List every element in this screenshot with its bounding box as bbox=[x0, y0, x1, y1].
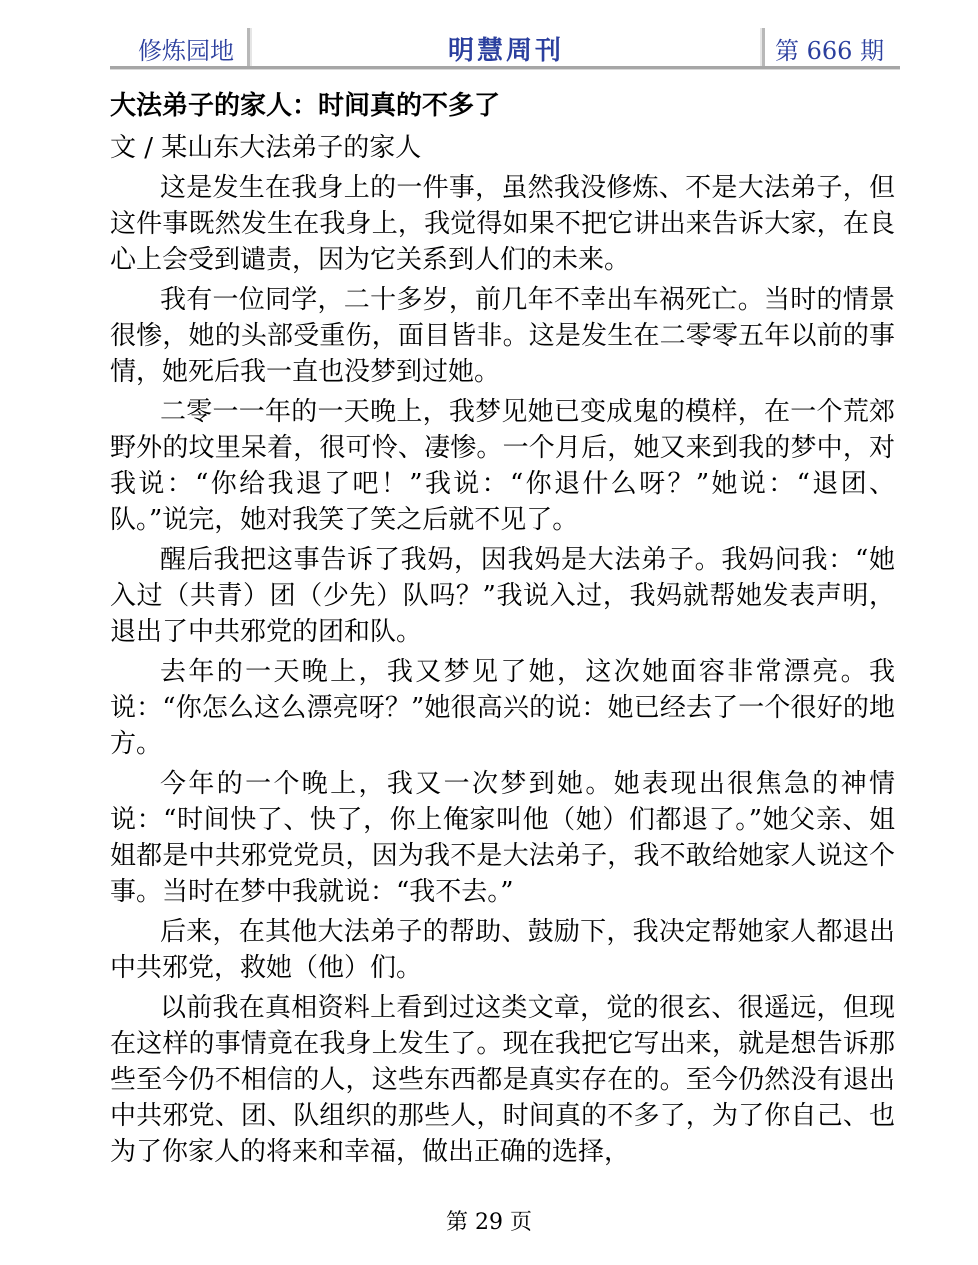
article-byline: 文 / 某山东大法弟子的家人 bbox=[110, 133, 422, 163]
article bbox=[110, 86, 895, 1174]
header-divider bbox=[110, 66, 900, 70]
article-title: 大法弟子的家人：时间真的不多了 bbox=[110, 91, 501, 121]
article-paragraph: 我有一位同学，二十多岁，前几年不幸出车祸死亡。当时的情景很惨，她的头部受重伤，面目皆非。这是发生在二零零五年以前的事情，她死后我一直也没梦到过她。 bbox=[110, 285, 895, 387]
article-paragraph: 后来，在其他大法弟子的帮助、鼓励下，我决定帮她家人都退出中共邪党，救她（他）们。 bbox=[110, 917, 895, 983]
article-paragraph: 这是发生在我身上的一件事，虽然我没修炼、不是大法弟子，但这件事既然发生在我身上，我觉得如果不把它讲出来告诉大家，在良心上会受到谴责，因为它关系到人们的未来。 bbox=[110, 173, 895, 275]
page-number: 第 29 页 bbox=[446, 1210, 532, 1235]
article-paragraph: 醒后我把这事告诉了我妈，因我妈是大法弟子。我妈问我：“她入过（共青）团（少先）队吗？”我说入过，我妈就帮她发表声明，退出了中共邪党的团和队。 bbox=[110, 545, 895, 647]
article-paragraph: 以前我在真相资料上看到过这类文章，觉的很玄、很遥远，但现在这样的事情竟在我身上发生了。现在我把它写出来，就是想告诉那些至今仍不相信的人，这些东西都是真实存在的。至今仍然没有退出中共邪党、团、队组织的那些人，时间真的不多了，为了你自己、也为了你家人的将来和幸福，做出正确的选择， bbox=[110, 993, 895, 1167]
article-paragraph: 二零一一年的一天晚上，我梦见她已变成鬼的模样，在一个荒郊野外的坟里呆着，很可怜、凄惨。一个月后，她又来到我的梦中，对我说：“你给我退了吧！”我说：“你退什么呀？”她说：“退团、队。”说完，她对我笑了笑之后就不见了。 bbox=[110, 397, 895, 535]
section-name: 修炼园地 bbox=[110, 28, 250, 68]
publication-title: 明慧周刊 bbox=[447, 35, 564, 66]
issue-number: 第 666 期 bbox=[762, 28, 900, 68]
article-paragraph: 去年的一天晚上，我又梦见了她，这次她面容非常漂亮。我说：“你怎么这么漂亮呀？”她很高兴的说：她已经去了一个很好的地方。 bbox=[110, 657, 895, 759]
page-header bbox=[110, 24, 900, 68]
article-paragraph: 今年的一个晚上，我又一次梦到她。她表现出很焦急的神情说：“时间快了、快了，你上俺家叫他（她）们都退了。”她父亲、姐姐都是中共邪党党员，因为我不是大法弟子，我不敢给她家人说这个事。当时在梦中我就说：“我不去。” bbox=[110, 769, 895, 907]
